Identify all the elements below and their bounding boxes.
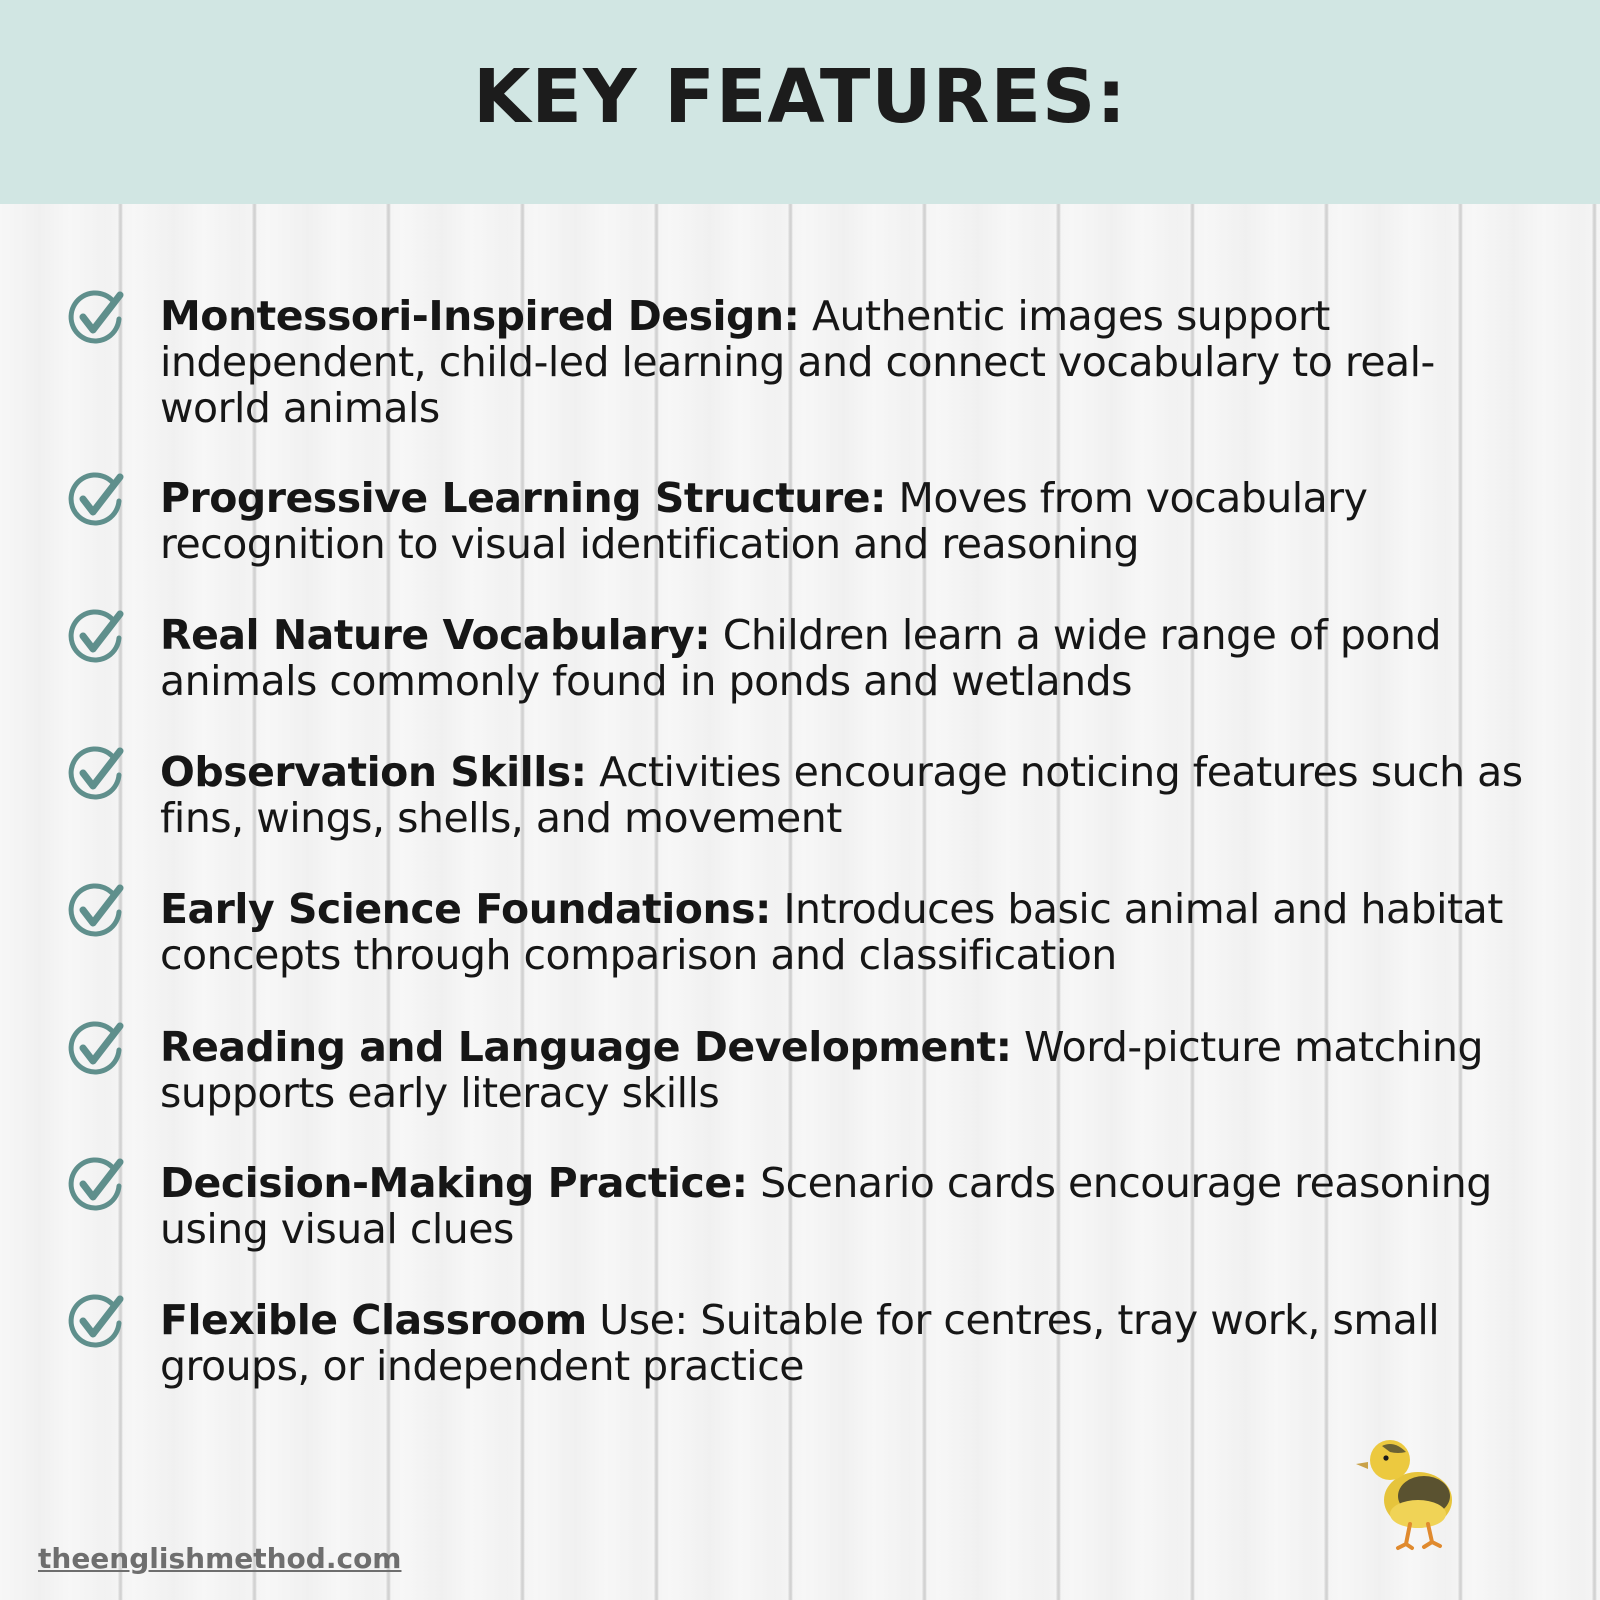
feature-description: Scenario cards encourage reasoning using visual clues — [160, 1159, 1492, 1253]
check-circle-icon — [66, 287, 126, 347]
check-circle-icon — [66, 469, 126, 529]
feature-description: Activities encourage noticing features such as fins, wings, shells, and movement — [160, 748, 1523, 842]
check-circle-icon — [66, 1018, 126, 1078]
feature-text — [160, 475, 1540, 567]
check-circle-icon — [66, 1154, 126, 1214]
feature-description: Use: Suitable for centres, tray work, small groups, or independent practice — [160, 1296, 1440, 1390]
feature-text — [160, 1024, 1540, 1116]
feature-description: Moves from vocabulary recognition to visual identification and reasoning — [160, 474, 1368, 568]
feature-title: Real Nature Vocabulary: — [160, 611, 711, 659]
feature-text — [160, 1160, 1540, 1252]
feature-text — [160, 293, 1540, 431]
feature-title: Reading and Language Development: — [160, 1023, 1012, 1071]
feature-text — [160, 612, 1540, 704]
feature-text — [160, 749, 1540, 841]
check-circle-icon — [66, 743, 126, 803]
feature-title: Observation Skills: — [160, 748, 587, 796]
feature-description: Introduces basic animal and habitat concepts through comparison and classification — [160, 885, 1503, 979]
feature-title: Progressive Learning Structure: — [160, 474, 886, 522]
check-circle-icon — [66, 606, 126, 666]
website-link[interactable]: theenglishmethod.com — [38, 1542, 402, 1575]
feature-text — [160, 886, 1540, 978]
check-circle-icon — [66, 1291, 126, 1351]
page-title: KEY FEATURES: — [473, 54, 1127, 140]
feature-text — [160, 1297, 1540, 1389]
feature-description: Word-picture matching supports early literacy skills — [160, 1023, 1484, 1117]
feature-title: Montessori-Inspired Design: — [160, 292, 800, 340]
feature-title: Early Science Foundations: — [160, 885, 771, 933]
feature-description: Children learn a wide range of pond animals commonly found in ponds and wetlands — [160, 611, 1442, 705]
check-circle-icon — [66, 880, 126, 940]
duckling-illustration — [1352, 1424, 1462, 1554]
feature-title: Decision-Making Practice: — [160, 1159, 748, 1207]
feature-description: Authentic images support independent, child-led learning and connect vocabulary to real-world animals — [160, 292, 1435, 432]
feature-title: Flexible Classroom — [160, 1296, 587, 1344]
